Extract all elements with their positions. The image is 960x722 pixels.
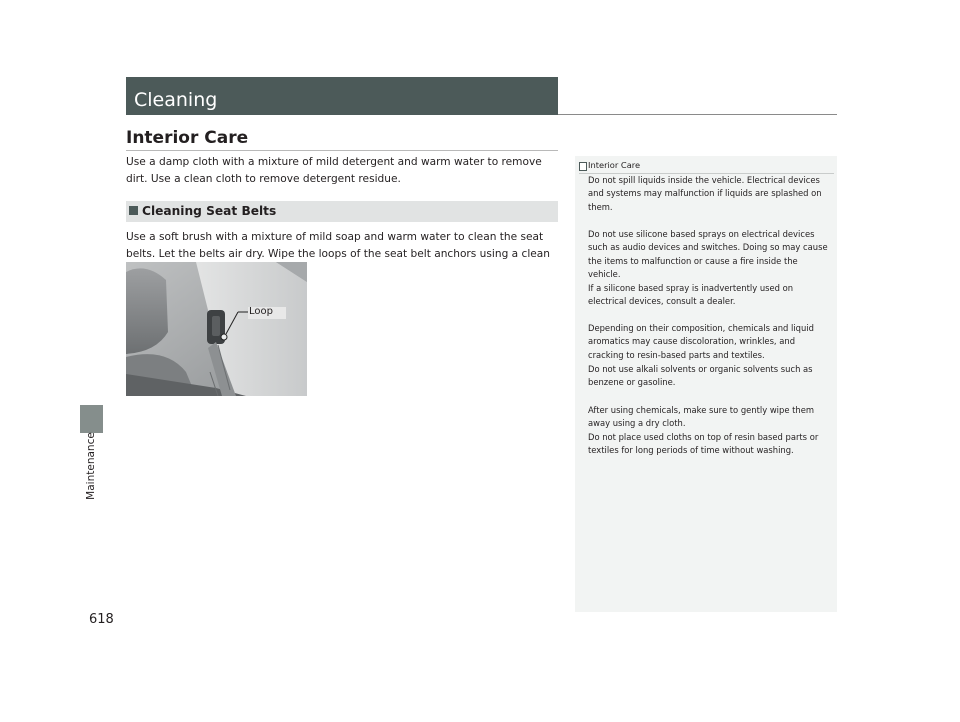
note-paragraph-4: Depending on their composition, chemicals and liquid aromatics may cause discoloration, wrinkles, and cracking to resin-based parts and textiles.: [588, 323, 814, 360]
section-banner: [126, 77, 558, 115]
note-reference-icon: [579, 162, 587, 171]
note-paragraph-7: Do not place used cloths on top of resin based parts or textiles for long periods of time without washing.: [588, 432, 819, 456]
loop-callout-label: Loop: [249, 306, 273, 317]
note-header: [579, 159, 834, 174]
section-title: Cleaning: [134, 89, 218, 111]
note-paragraph-6: After using chemicals, make sure to gently wipe them away using a dry cloth.: [588, 405, 815, 429]
note-title: Interior Care: [588, 160, 641, 170]
note-paragraph-2: Do not use silicone based sprays on electrical devices such as audio devices and switches. Doing so may cause the items to malfunction or cause a fire inside the vehicle.: [588, 229, 828, 279]
page-number: 618: [89, 612, 114, 627]
loop-callout: [248, 307, 286, 319]
square-bullet-icon: [129, 206, 138, 215]
section-rule: [558, 114, 837, 115]
chapter-label: Maintenance: [85, 432, 97, 500]
note-paragraph-5: Do not use alkali solvents or organic solvents such as benzene or gasoline.: [588, 364, 813, 388]
seat-belt-paragraph: Use a soft brush with a mixture of mild soap and warm water to clean the seat belts. Let the belts air dry. Wipe the loops of the seat belt anchors using a clean: [126, 231, 551, 260]
subsection-header: [126, 201, 558, 222]
intro-paragraph: Use a damp cloth with a mixture of mild detergent and warm water to remove dirt. Use a clean cloth to remove detergent residue.: [126, 156, 542, 185]
note-paragraph-1: Do not spill liquids inside the vehicle. Electrical devices and systems may malfunction if liquids are splashed on them.: [588, 175, 822, 212]
heading-rule: [126, 150, 558, 151]
sidebar-note: [575, 156, 837, 612]
seat-belt-illustration: [126, 262, 307, 396]
chapter-tab: [80, 405, 103, 433]
subsection-title: Cleaning Seat Belts: [142, 204, 277, 218]
note-paragraph-3: If a silicone based spray is inadvertently used on electrical devices, consult a dealer.: [588, 283, 794, 307]
page-heading: Interior Care: [126, 128, 249, 148]
